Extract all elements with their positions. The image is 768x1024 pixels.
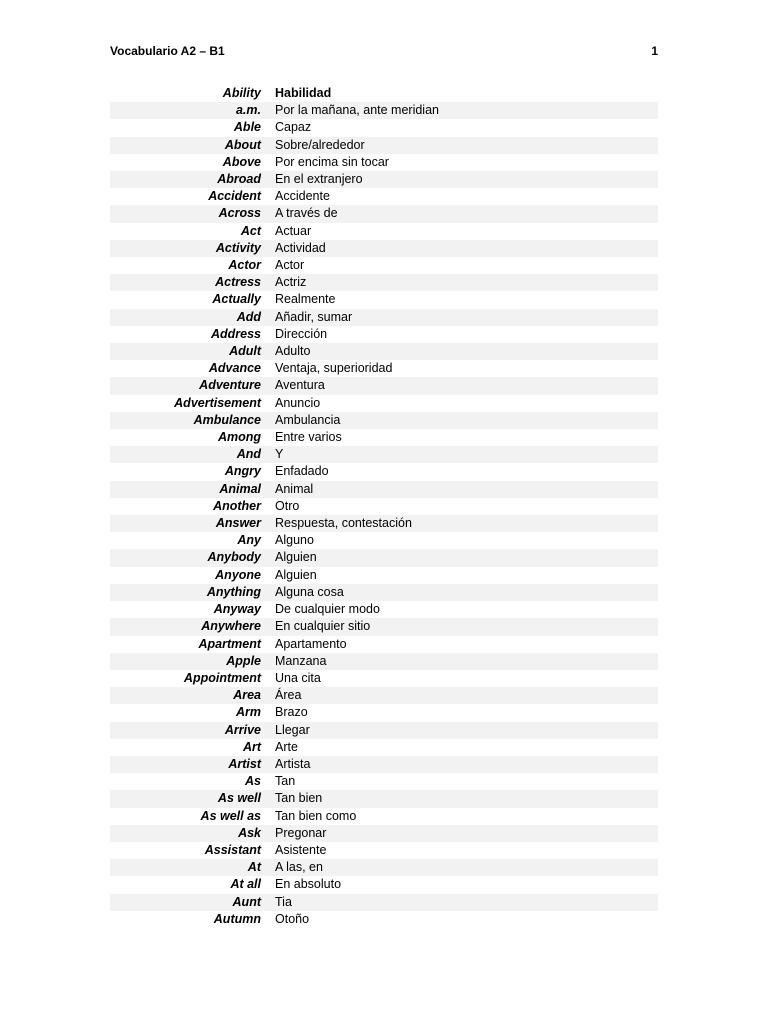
spanish-translation: A las, en <box>274 859 658 876</box>
english-word: Advance <box>208 361 261 376</box>
vocabulary-row <box>110 825 658 842</box>
english-word: Anything <box>110 584 274 601</box>
vocabulary-row <box>110 687 658 704</box>
english-word: Apartment <box>198 636 261 651</box>
vocabulary-list <box>110 85 658 928</box>
spanish-translation: De cualquier modo <box>275 602 380 617</box>
vocabulary-row <box>110 412 658 429</box>
spanish-translation: Llegar <box>274 722 658 739</box>
vocabulary-row <box>110 429 658 446</box>
spanish-translation: Asistente <box>275 842 327 857</box>
document-title: Vocabulario A2 – B1 <box>110 44 225 58</box>
vocabulary-row <box>110 223 658 240</box>
vocabulary-row <box>110 274 658 291</box>
spanish-translation: Apartamento <box>275 636 347 651</box>
english-word: Adventure <box>110 377 274 394</box>
spanish-translation: Área <box>274 687 658 704</box>
vocabulary-row <box>110 240 658 257</box>
vocabulary-row <box>110 722 658 739</box>
vocabulary-row <box>110 636 658 653</box>
vocabulary-row <box>110 395 658 412</box>
vocabulary-row <box>110 463 658 480</box>
vocabulary-row <box>110 601 658 618</box>
vocabulary-row <box>110 876 658 893</box>
english-word: Art <box>242 739 261 754</box>
english-word: And <box>110 446 274 463</box>
vocabulary-row <box>110 481 658 498</box>
page-number: 1 <box>651 44 658 58</box>
vocabulary-row <box>110 498 658 515</box>
spanish-translation: Capaz <box>275 120 312 135</box>
spanish-translation: Tan bien como <box>275 808 357 823</box>
vocabulary-row <box>110 618 658 635</box>
english-word: Actor <box>228 258 261 273</box>
spanish-translation: Por la mañana, ante meridian <box>274 102 658 119</box>
spanish-translation: Sobre/alrededor <box>274 137 658 154</box>
vocabulary-row <box>110 137 658 154</box>
spanish-translation: Accidente <box>275 189 330 204</box>
english-word: Actress <box>110 274 274 291</box>
english-word: Anyone <box>215 567 261 582</box>
english-word: Able <box>233 120 261 135</box>
spanish-translation: Brazo <box>275 705 308 720</box>
spanish-translation: Habilidad <box>275 86 332 100</box>
english-word: As well as <box>200 808 261 823</box>
vocabulary-row <box>110 756 658 773</box>
english-word: Advertisement <box>174 395 261 410</box>
spanish-translation: Alguno <box>275 533 314 548</box>
vocabulary-row <box>110 377 658 394</box>
vocabulary-row <box>110 205 658 222</box>
spanish-translation: Alguien <box>274 549 658 566</box>
spanish-translation: Tan <box>275 774 296 789</box>
vocabulary-row <box>110 773 658 790</box>
spanish-translation: En absoluto <box>275 877 342 892</box>
spanish-translation: Añadir, sumar <box>274 309 658 326</box>
spanish-translation: Aventura <box>274 377 658 394</box>
english-word: Area <box>110 687 274 704</box>
english-word: Apple <box>110 653 274 670</box>
vocabulary-row <box>110 859 658 876</box>
vocabulary-row <box>110 532 658 549</box>
spanish-translation: Anuncio <box>275 395 321 410</box>
spanish-translation: Alguna cosa <box>274 584 658 601</box>
vocabulary-row <box>110 549 658 566</box>
vocabulary-row <box>110 653 658 670</box>
spanish-translation: Arte <box>275 739 298 754</box>
english-word: Arm <box>235 705 261 720</box>
vocabulary-row <box>110 154 658 171</box>
english-word: Angry <box>224 464 261 479</box>
english-word: Adult <box>110 343 274 360</box>
spanish-translation: Ventaja, superioridad <box>275 361 393 376</box>
english-word: Above <box>222 154 261 169</box>
spanish-translation: Actuar <box>275 223 312 238</box>
spanish-translation: Enfadado <box>275 464 329 479</box>
page-header <box>110 42 658 60</box>
english-word: Answer <box>110 515 274 532</box>
english-word: Assistant <box>204 842 261 857</box>
spanish-translation: Otoño <box>275 911 310 926</box>
vocabulary-row <box>110 102 658 119</box>
spanish-translation: En cualquier sitio <box>274 618 658 635</box>
english-word: Among <box>217 430 261 445</box>
vocabulary-row <box>110 309 658 326</box>
english-word: As well <box>110 790 274 807</box>
spanish-translation: Una cita <box>275 670 321 685</box>
vocabulary-row <box>110 842 658 859</box>
spanish-translation: Ambulancia <box>274 412 658 429</box>
english-word: About <box>110 137 274 154</box>
english-word: Another <box>213 498 261 513</box>
spanish-translation: Manzana <box>274 653 658 670</box>
english-word: Ability <box>222 86 261 100</box>
spanish-translation: Por encima sin tocar <box>275 154 389 169</box>
vocabulary-row <box>110 360 658 377</box>
english-word: Add <box>110 309 274 326</box>
english-word: Address <box>210 326 261 341</box>
english-word: Anybody <box>110 549 274 566</box>
english-word: At all <box>230 877 261 892</box>
english-word: Anyway <box>213 602 261 617</box>
english-word: Accident <box>208 189 261 204</box>
spanish-translation: Respuesta, contestación <box>274 515 658 532</box>
english-word: Arrive <box>110 722 274 739</box>
english-word: Actually <box>212 292 261 307</box>
vocabulary-row <box>110 171 658 188</box>
vocabulary-row <box>110 790 658 807</box>
vocabulary-row <box>110 515 658 532</box>
english-word: As <box>245 774 261 789</box>
english-word: Across <box>110 205 274 222</box>
vocabulary-row <box>110 808 658 825</box>
english-word: Autumn <box>213 911 261 926</box>
spanish-translation: Actriz <box>274 274 658 291</box>
spanish-translation: Actor <box>275 258 305 273</box>
vocabulary-row <box>110 446 658 463</box>
vocabulary-row <box>110 326 658 343</box>
english-word: Act <box>240 223 261 238</box>
vocabulary-row <box>110 85 658 102</box>
spanish-translation: Y <box>274 446 658 463</box>
vocabulary-row <box>110 291 658 308</box>
spanish-translation: Tan bien <box>274 790 658 807</box>
english-word: Artist <box>110 756 274 773</box>
english-word: Activity <box>110 240 274 257</box>
spanish-translation: Entre varios <box>275 430 342 445</box>
vocabulary-row <box>110 567 658 584</box>
english-word: Aunt <box>110 894 274 911</box>
spanish-translation: Actividad <box>274 240 658 257</box>
english-word: Animal <box>110 481 274 498</box>
vocabulary-row <box>110 704 658 721</box>
spanish-translation: En el extranjero <box>274 171 658 188</box>
vocabulary-row <box>110 188 658 205</box>
vocabulary-row <box>110 739 658 756</box>
vocabulary-row <box>110 894 658 911</box>
vocabulary-row <box>110 911 658 928</box>
spanish-translation: Artista <box>274 756 658 773</box>
english-word: Appointment <box>183 670 261 685</box>
vocabulary-row <box>110 119 658 136</box>
vocabulary-row <box>110 257 658 274</box>
spanish-translation: Dirección <box>275 326 328 341</box>
vocabulary-table <box>110 85 658 928</box>
spanish-translation: Adulto <box>274 343 658 360</box>
vocabulary-row <box>110 584 658 601</box>
spanish-translation: Otro <box>275 498 300 513</box>
spanish-translation: Alguien <box>275 567 317 582</box>
english-word: a.m. <box>110 102 274 119</box>
spanish-translation: A través de <box>274 205 658 222</box>
english-word: Ask <box>110 825 274 842</box>
vocabulary-row <box>110 670 658 687</box>
english-word: Any <box>237 533 261 548</box>
spanish-translation: Pregonar <box>274 825 658 842</box>
english-word: Anywhere <box>110 618 274 635</box>
english-word: At <box>110 859 274 876</box>
spanish-translation: Tia <box>274 894 658 911</box>
english-word: Abroad <box>110 171 274 188</box>
spanish-translation: Animal <box>274 481 658 498</box>
spanish-translation: Realmente <box>275 292 336 307</box>
english-word: Ambulance <box>110 412 274 429</box>
vocabulary-row <box>110 343 658 360</box>
